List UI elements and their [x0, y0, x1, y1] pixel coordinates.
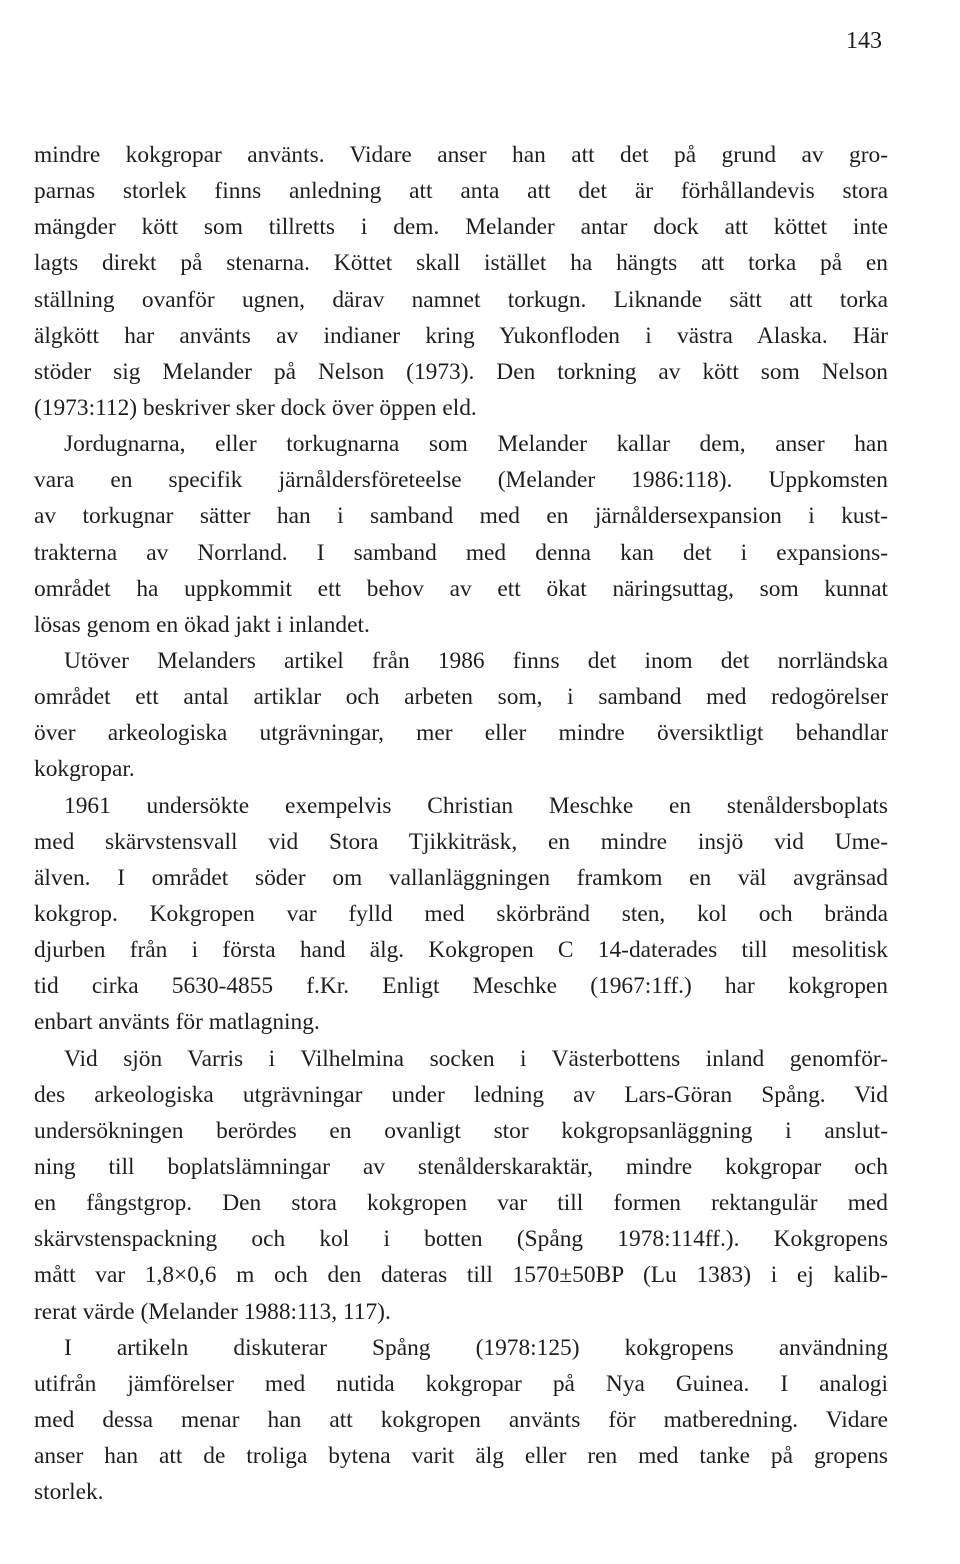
text-line: lösas genom en ökad jakt i inlandet. — [34, 611, 370, 638]
text-line: undersökningen berördes en ovanligt stor kokgropsanläggning i anslut- — [34, 1117, 888, 1144]
text-line: tid cirka 5630-4855 f.Kr. Enligt Meschke (1967:1ff.) har kokgropen — [34, 973, 888, 1000]
text-line: trakterna av Norrland. I samband med denna kan det i expansions- — [34, 539, 888, 566]
text-line: Vid sjön Varris i Vilhelmina socken i Västerbottens inland genomför- — [64, 1045, 888, 1072]
text-line: djurben från i första hand älg. Kokgropen C 14-daterades till mesolitisk — [34, 937, 888, 964]
text-line: anser han att de troliga bytena varit älg eller ren med tanke på gropens — [34, 1443, 888, 1470]
text-line: lagts direkt på stenarna. Köttet skall istället ha hängts att torka på en — [34, 250, 888, 277]
text-line: av torkugnar sätter han i samband med en järnåldersexpansion i kust- — [34, 503, 888, 530]
text-line: Jordugnarna, eller torkugnarna som Melander kallar dem, anser han — [64, 431, 888, 458]
text-line: des arkeologiska utgrävningar under ledning av Lars-Göran Spång. Vid — [34, 1081, 888, 1108]
text-line: området ett antal artiklar och arbeten som, i samband med redogörelser — [34, 684, 888, 711]
text-line: I artikeln diskuterar Spång (1978:125) kokgropens användning — [64, 1334, 888, 1361]
text-line: parnas storlek finns anledning att anta att det är förhållandevis stora — [34, 178, 888, 205]
text-line: kokgrop. Kokgropen var fylld med skörbränd sten, kol och brända — [34, 900, 888, 927]
page-number: 143 — [846, 28, 882, 54]
text-line: mängder kött som tillretts i dem. Melander antar dock att köttet inte — [34, 214, 888, 241]
text-line: mått var 1,8×0,6 m och den dateras till 1570±50BP (Lu 1383) i ej kalib- — [34, 1262, 888, 1289]
text-line: älgkött har använts av indianer kring Yukonfloden i västra Alaska. Här — [34, 322, 888, 349]
text-line: en fångstgrop. Den stora kokgropen var till formen rektangulär med — [34, 1190, 888, 1217]
text-line: utifrån jämförelser med nutida kokgropar på Nya Guinea. I analogi — [34, 1370, 888, 1397]
text-line: skärvstenspackning och kol i botten (Spång 1978:114ff.). Kokgropens — [34, 1226, 888, 1253]
text-line: enbart använts för matlagning. — [34, 1009, 320, 1036]
text-line: ning till boplatslämningar av stenålderskaraktär, mindre kokgropar och — [34, 1153, 888, 1180]
text-line: området ha uppkommit ett behov av ett ökat näringsuttag, som kunnat — [34, 575, 888, 602]
text-line: över arkeologiska utgrävningar, mer eller mindre översiktligt behandlar — [34, 720, 888, 747]
text-line: stöder sig Melander på Nelson (1973). Den torkning av kött som Nelson — [34, 358, 888, 385]
body-text — [34, 137, 888, 1510]
text-line: mindre kokgropar använts. Vidare anser han att det på grund av gro- — [34, 142, 888, 168]
text-line: ställning ovanför ugnen, därav namnet torkugn. Liknande sätt att torka — [34, 286, 888, 313]
text-line: storlek. — [34, 1479, 104, 1506]
text-line: med dessa menar han att kokgropen använts för matberedning. Vidare — [34, 1406, 888, 1433]
text-line: med skärvstensvall vid Stora Tjikkiträsk, en mindre insjö vid Ume- — [34, 828, 888, 855]
text-line: vara en specifik järnåldersföreteelse (Melander 1986:118). Uppkomsten — [34, 467, 888, 494]
text-line: kokgropar. — [34, 756, 135, 783]
text-line: (1973:112) beskriver sker dock över öppen eld. — [34, 394, 477, 421]
text-line: rerat värde (Melander 1988:113, 117). — [34, 1298, 391, 1325]
text-line: Utöver Melanders artikel från 1986 finns det inom det norrländska — [64, 647, 888, 674]
text-line: älven. I området söder om vallanläggningen framkom en väl avgränsad — [34, 864, 888, 891]
text-line: 1961 undersökte exempelvis Christian Meschke en stenåldersboplats — [64, 792, 888, 819]
